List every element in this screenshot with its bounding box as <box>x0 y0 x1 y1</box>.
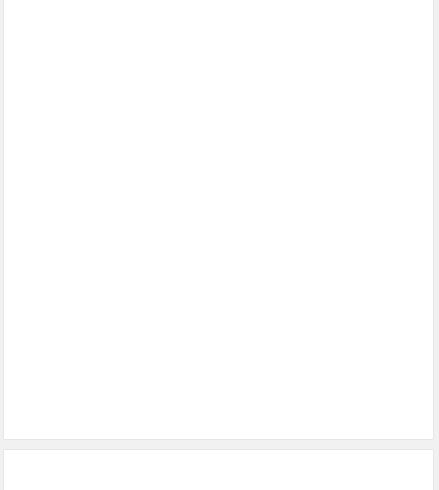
next-document-page <box>4 450 433 490</box>
document-page <box>4 0 433 439</box>
